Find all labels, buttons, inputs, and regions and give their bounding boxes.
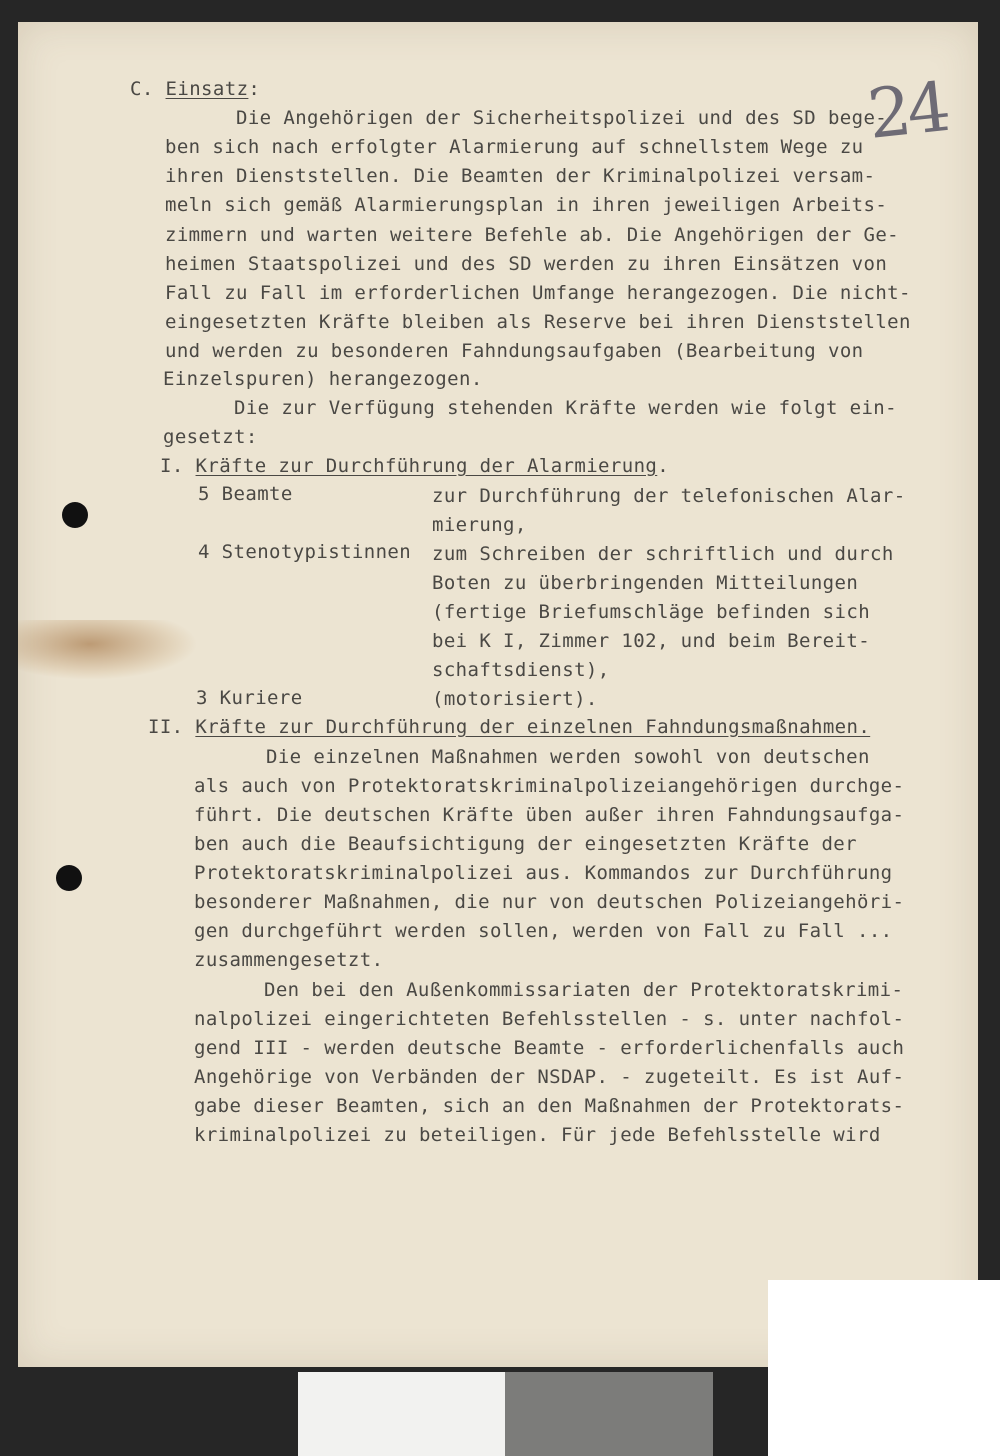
line-text: Die zur Verfügung stehenden Kräfte werden wie folgt ein-: [234, 397, 897, 419]
gray-reference-card: [505, 1372, 713, 1456]
text-line: [196, 687, 303, 709]
line-text: zusammengesetzt.: [194, 949, 384, 971]
text-line: [432, 543, 894, 565]
text-line: [165, 224, 899, 246]
punch-hole: [62, 502, 88, 528]
section-heading-einsatz: Einsatz: [165, 78, 249, 100]
text-line: [194, 804, 904, 826]
line-text: 4 Stenotypistinnen: [198, 541, 412, 563]
line-text: gend III - werden deutsche Beamte - erforderlichenfalls auch: [194, 1037, 905, 1059]
line-text: Einzelspuren) herangezogen.: [163, 368, 483, 390]
line-text: ihren Dienststellen. Die Beamten der Kriminalpolizei versam-: [165, 165, 876, 187]
punch-hole: [56, 865, 82, 891]
text-line: [194, 920, 893, 942]
section-heading-1: Kräfte zur Durchführung der Alarmierung: [195, 455, 658, 477]
line-text: als auch von Protektoratskriminalpolizeiangehörigen durchge-: [194, 775, 905, 797]
text-line: [194, 1124, 881, 1146]
text-line: [194, 1095, 904, 1117]
handwritten-page-number: 24: [864, 68, 951, 155]
line-text: II.: [148, 716, 196, 738]
text-line: [198, 483, 293, 505]
line-text: ben sich nach erfolgter Alarmierung auf schnellstem Wege zu: [165, 136, 864, 158]
text-line: [165, 282, 911, 304]
line-text: Boten zu überbringenden Mitteilungen: [432, 572, 859, 594]
line-text: nalpolizei eingerichteten Befehlsstellen - s. unter nachfol-: [194, 1008, 905, 1030]
text-line: [194, 1008, 904, 1030]
line-text: gabe dieser Beamten, sich an den Maßnahmen der Protektorats-: [194, 1095, 905, 1117]
text-line: [130, 78, 260, 100]
text-line: [194, 833, 857, 855]
text-line: [264, 979, 903, 1001]
line-text: (motorisiert).: [432, 688, 598, 710]
line-text: zum Schreiben der schriftlich und durch: [432, 543, 894, 565]
line-text: Die Angehörigen der Sicherheitspolizei und des SD bege-: [236, 107, 888, 129]
line-text: schaftsdienst),: [432, 659, 610, 681]
line-text: gesetzt:: [163, 426, 258, 448]
text-line: [194, 862, 893, 884]
text-line: [198, 541, 411, 563]
line-text: I.: [160, 455, 196, 477]
text-line: [194, 949, 383, 971]
text-line: [160, 455, 669, 477]
line-text: heimen Staatspolizei und des SD werden zu ihren Einsätzen von: [165, 253, 888, 275]
heading-suffix: .: [657, 455, 670, 477]
text-line: [165, 340, 864, 362]
line-text: meln sich gemäß Alarmierungsplan in ihren jeweiligen Arbeits-: [165, 194, 888, 216]
line-text: Den bei den Außenkommissariaten der Protektoratskrimi-: [264, 979, 904, 1001]
line-text: 5 Beamte: [198, 483, 293, 505]
line-text: führt. Die deutschen Kräfte üben außer ihren Fahndungsaufga-: [194, 804, 905, 826]
line-text: (fertige Briefumschläge befinden sich: [432, 601, 871, 623]
heading-suffix: :: [248, 78, 261, 100]
text-line: [432, 688, 598, 710]
line-text: ben auch die Beaufsichtigung der eingesetzten Kräfte der: [194, 833, 857, 855]
text-line: [194, 1037, 904, 1059]
text-line: [432, 485, 906, 507]
text-line: [163, 426, 258, 448]
text-line: [194, 1066, 904, 1088]
text-line: [163, 368, 483, 390]
line-text: mierung,: [432, 514, 527, 536]
text-line: [432, 601, 870, 623]
text-line: [234, 397, 897, 419]
line-text: Die einzelnen Maßnahmen werden sowohl von deutschen: [266, 746, 870, 768]
text-line: [432, 572, 858, 594]
text-line: [165, 136, 864, 158]
text-line: [148, 716, 870, 738]
line-text: bei K I, Zimmer 102, und beim Bereit-: [432, 630, 871, 652]
line-text: zur Durchführung der telefonischen Alar-: [432, 485, 906, 507]
line-text: besonderer Maßnahmen, die nur von deutschen Polizeiangehöri-: [194, 891, 905, 913]
text-line: [266, 746, 870, 768]
line-text: C.: [130, 78, 166, 100]
text-line: [432, 630, 870, 652]
section-heading-2: Kräfte zur Durchführung der einzelnen Fahndungsmaßnahmen.: [195, 716, 871, 738]
line-text: kriminalpolizei zu beteiligen. Für jede Befehlsstelle wird: [194, 1124, 881, 1146]
line-text: gen durchgeführt werden sollen, werden von Fall zu Fall ...: [194, 920, 893, 942]
line-text: 3 Kuriere: [196, 687, 303, 709]
text-line: [165, 165, 875, 187]
text-line: [165, 194, 887, 216]
line-text: eingesetzten Kräfte bleiben als Reserve bei ihren Dienststellen: [165, 311, 911, 333]
line-text: Protektoratskriminalpolizei aus. Kommandos zur Durchführung: [194, 862, 893, 884]
text-line: [194, 775, 904, 797]
text-line: [236, 107, 887, 129]
white-reference-card: [298, 1372, 505, 1456]
line-text: zimmern und warten weitere Befehle ab. Die Angehörigen der Ge-: [165, 224, 900, 246]
text-line: [432, 514, 527, 536]
line-text: Angehörige von Verbänden der NSDAP. - zugeteilt. Es ist Auf-: [194, 1066, 905, 1088]
paper-stain: [18, 620, 198, 680]
line-text: und werden zu besonderen Fahndungsaufgaben (Bearbeitung von: [165, 340, 864, 362]
text-line: [165, 311, 911, 333]
line-text: Fall zu Fall im erforderlichen Umfange herangezogen. Die nicht-: [165, 282, 911, 304]
text-line: [194, 891, 904, 913]
scan-margin: [768, 1280, 1000, 1456]
text-line: [165, 253, 887, 275]
text-line: [432, 659, 610, 681]
